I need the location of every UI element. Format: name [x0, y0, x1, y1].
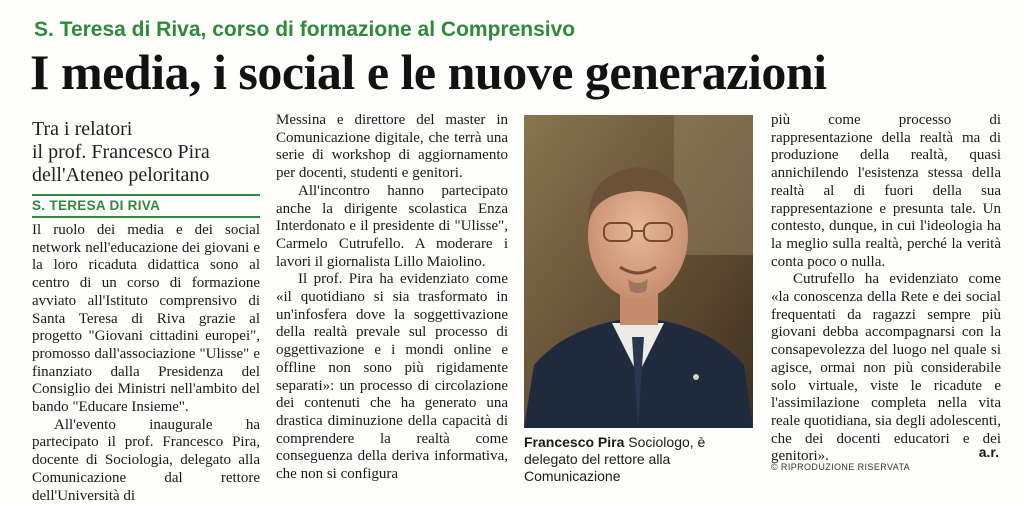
- author-signature: a.r.: [978, 444, 999, 460]
- paragraph: Il ruolo dei media e dei social network nell'educazione dei giovani e la loro ricaduta didattica sono al centro di un corso di formazione avviato all'Istituto comprensivo di Santa Teresa di Riva grazie al progetto "Giovani cittadini europei", promosso dall'associazione "Ulisse" e finanziato dalla Presidenza del Consiglio dei Ministri nell'ambito del bando "Educare Insieme".: [32, 222, 260, 416]
- summary-line: dell'Ateneo peloritano: [32, 164, 210, 186]
- caption-name: Francesco Pira: [524, 434, 625, 450]
- portrait-illustration: [524, 115, 753, 428]
- paragraph: più come processo di rappresentazione della realtà ma di produzione della realtà, quasi annichilendo l'esistenza stessa della realtà al di fuori della sua rappresentazione e presunta tale. Un contesto, dunque, in cui l'ideologia ha la meglio sulla realtà, perché la verità conta poco o nulla.: [771, 112, 1001, 270]
- headline: I media, i social e le nuove generazioni: [30, 44, 827, 100]
- caption-text: Sociologo, è delegato del rettore alla Comunicazione: [524, 434, 706, 484]
- section-rule-bottom: [32, 216, 260, 218]
- summary-line: Tra i relatori: [32, 118, 133, 140]
- paragraph: Cutrufello ha evidenziato come «la conoscenza della Rete e dei social frequentati da ragazzi sempre più giovani debba accompagnarsi con la consapevolezza del luogo nel quale si agisce, ormai non più considerabile solo virtuale, viste le ricadute e l'assimilazione completa nella vita reale quotidiana, sia degli adolescenti, che dei docenti educatori e dei genitori».: [771, 271, 1001, 465]
- article-column-2: [276, 112, 508, 484]
- copyright-notice: © RIPRODUZIONE RISERVATA: [771, 462, 911, 472]
- article-column-1: [32, 222, 260, 505]
- paragraph: Il prof. Pira ha evidenziato come «il quotidiano si sia trasformato in un'infosfera dove la soggettivazione della realtà prevale sul processo di oggettivazione e i mondi online e offline non sono più rigidamente separati»: un processo di circolazione dei contenuti che ha generato una drastica diminuzione della capacità di comprendere la realtà come conseguenza della deriva informativa, che non si configura: [276, 271, 508, 483]
- paragraph: All'evento inaugurale ha partecipato il prof. Francesco Pira, docente di Sociologia, delegato alla Comunicazione dal rettore dell'Università di: [32, 416, 260, 504]
- summary-line: il prof. Francesco Pira: [32, 141, 210, 163]
- portrait-photo: [524, 115, 753, 428]
- summary: [32, 118, 262, 187]
- photo-caption: [524, 434, 756, 485]
- kicker: S. Teresa di Riva, corso di formazione al Comprensivo: [34, 18, 576, 41]
- section-rule-top: [32, 194, 260, 196]
- article-column-3: [771, 112, 1001, 466]
- paragraph: All'incontro hanno partecipato anche la dirigente scolastica Enza Interdonato e il presidente di "Ulisse", Carmelo Cutrufello. A moderare i lavori il giornalista Lillo Maiolino.: [276, 182, 508, 270]
- section-label: S. TERESA DI RIVA: [32, 198, 161, 213]
- paragraph: Messina e direttore del master in Comunicazione digitale, che terrà una serie di workshop di aggiornamento per docenti, studenti e genitori.: [276, 112, 508, 182]
